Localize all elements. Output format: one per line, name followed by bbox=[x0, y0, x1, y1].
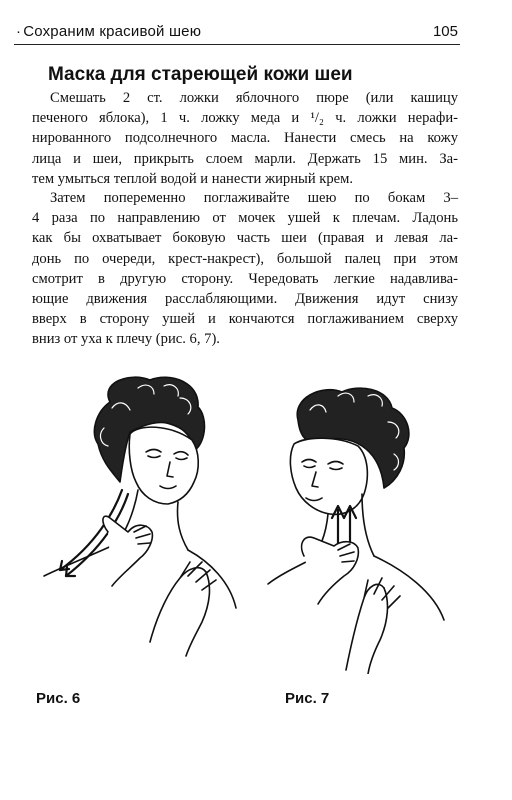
text-line: смотрит в другую сторону. Чередовать легкие надавлива- bbox=[32, 270, 458, 287]
paragraph-2 bbox=[32, 188, 458, 350]
text-line: лица и шеи, прикрыть слоем марли. Держать 15 мин. За- bbox=[32, 150, 458, 167]
running-header bbox=[14, 22, 460, 45]
figure-6-caption: Рис. 6 bbox=[36, 690, 81, 707]
text-line: Затем попеременно поглаживайте шею по бокам 3– bbox=[50, 190, 458, 206]
text-line: печеного яблока), 1 ч. ложку меда и ¹/₂ ч. ложки нерафи- bbox=[32, 110, 458, 127]
text-line: Смешать 2 ст. ложки яблочного пюре (или кашицу bbox=[50, 90, 458, 106]
text-line: ющие движения расслабляющими. Движения идут снизу bbox=[32, 291, 458, 308]
text-line: нированного подсолнечного масла. Нанести смесь на кожу bbox=[32, 130, 458, 147]
paragraph-1 bbox=[32, 88, 458, 189]
text-line: 4 раза по направлению от мочек ушей к плечам. Ладонь bbox=[32, 210, 458, 227]
text-line: донь по очереди, крест-накрест), большой палец при этом bbox=[32, 250, 458, 267]
page-number: 105 bbox=[432, 23, 458, 40]
figure-7-caption: Рис. 7 bbox=[285, 690, 330, 707]
running-title: · Сохраним красивой шею bbox=[16, 23, 201, 40]
figure-7-illustration bbox=[258, 384, 478, 674]
text-line: вниз от уха к плечу (рис. 6, 7). bbox=[32, 331, 220, 348]
text-line: вверх в сторону ушей и кончаются поглаживанием сверху bbox=[32, 311, 458, 328]
figure-6-illustration bbox=[30, 372, 250, 662]
text-line: как бы охватывает боковую часть шеи (правая и левая ла- bbox=[32, 230, 458, 247]
text-line: тем умыться теплой водой и нанести жирный крем. bbox=[32, 170, 354, 187]
section-heading: Маска для стареющей кожи шеи bbox=[48, 64, 353, 85]
